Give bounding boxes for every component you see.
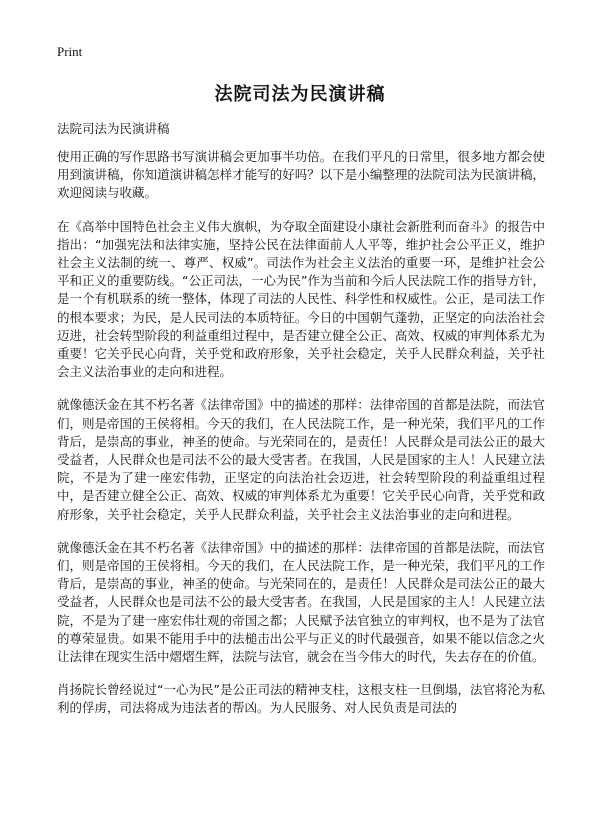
document-title: 法院司法为民演讲稿 [214, 84, 386, 105]
paragraph-report: 在《高举中国特色社会主义伟大旗帜，为夺取全面建设小康社会新胜利而奋斗》的报告中指出：“加强宪法和法律实施，坚持公民在法律面前人人平等，维护社会公平正义，维护社会主义法制的统一、尊严、权威”。司法作为社会主义法治的重要一环，是维护社会公平和正义的重要防线。“公正司法，一心为民”作为当前和今后人民法院工作的指导方针，是一个有机联系的统一整体，体现了司法的人民性、科学性和权威性。公正，是司法工作的根本要求；为民，是人民司法的本质特征。今日的中国朝气蓬勃，正坚定的向法治社会迈进，社会转型阶段的利益重组过程中，是否建立健全公正、高效、权威的审判体系尤为重要！它关乎民心向背，关乎党和政府形象，关乎社会稳定，关乎人民群众利益，关乎社会主义法治事业的走向和进程。 [57, 218, 545, 380]
paragraph-xiaoyang: 肖扬院长曾经说过“一心为民”是公正司法的精神支柱，这根支柱一旦倒塌，法官将沦为私利的俘虏，司法将成为违法者的帮凶。为人民服务、对人民负责是司法的 [57, 682, 545, 716]
paragraph-dworkin-1: 就像德沃金在其不朽名著《法律帝国》中的描述的那样：法律帝国的首都是法院，而法官们，则是帝国的王侯将相。今天的我们，在人民法院工作，是一种光荣，我们平凡的工作背后，是崇高的事业，神圣的使命。与光荣同在的，是责任！人民群众是司法公正的最大受益者，人民群众也是司法不公的最大受害者。在我国，人民是国家的主人！人民建立法院，不是为了建一座宏伟勃，正坚定的向法治社会迈进，社会转型阶段的利益重组过程中，是否建立健全公正、高效、权威的审判体系尤为重要！它关乎民心向背，关乎党和政府形象，关乎社会稳定，关乎人民群众利益，关乎社会主义法治事业的走向和进程。 [57, 397, 545, 522]
paragraph-dworkin-2: 就像德沃金在其不朽名著《法律帝国》中的描述的那样：法律帝国的首都是法院，而法官们，则是帝国的王侯将相。今天的我们，在人民法院工作，是一种光荣，我们平凡的工作背后，是崇高的事业，神圣的使命。与光荣同在的，是责任！人民群众是司法公正的最大受益者，人民群众也是司法不公的最大受害者。在我国，人民是国家的主人！人民建立法院，不是为了建一座宏伟壮观的帝国之都；人民赋予法官独立的审判权，也不是为了法官的尊荣显贵。如果不能用手中的法槌击出公平与正义的时代最强音，如果不能以信念之火让法律在现实生活中熠熠生辉，法院与法官，就会在当今伟大的时代，失去存在的价值。 [57, 539, 545, 665]
print-link[interactable]: Print [57, 44, 83, 59]
paragraph-intro: 使用正确的写作思路书写演讲稿会更加事半功倍。在我们平凡的日常里，很多地方都会使用到演讲稿，你知道演讲稿怎样才能写的好吗？以下是小编整理的法院司法为民演讲稿，欢迎阅读与收藏。 [57, 149, 545, 201]
document-subtitle: 法院司法为民演讲稿 [57, 121, 170, 136]
document-body [57, 148, 545, 733]
